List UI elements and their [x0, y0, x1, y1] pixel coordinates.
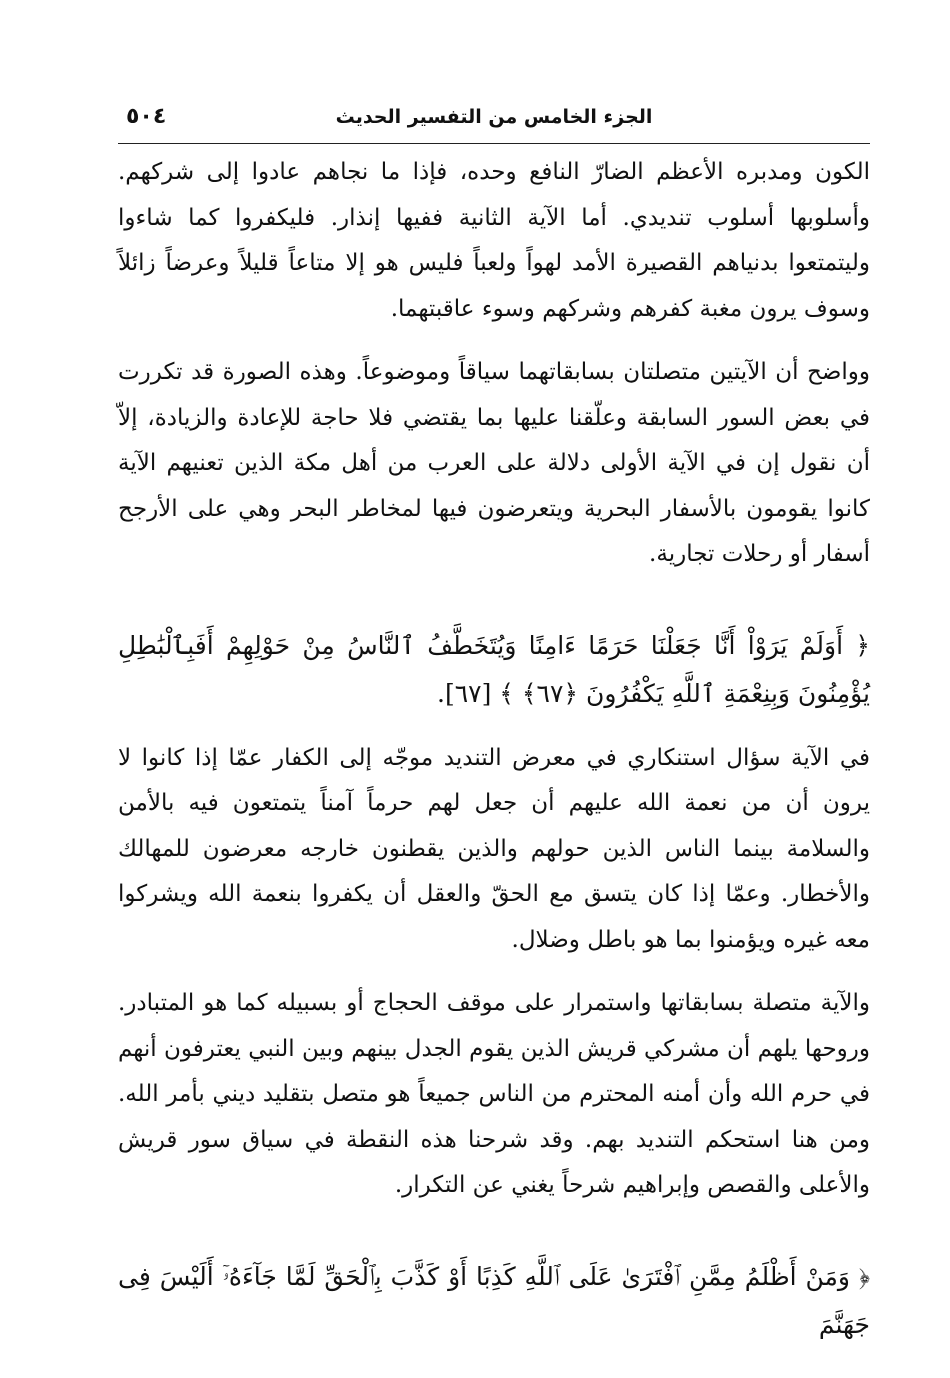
header-title: الجزء الخامس من التفسير الحديث: [335, 106, 653, 128]
quran-verse-67: ﴿ أَوَلَمْ يَرَوْاْ أَنَّا جَعَلْنَا حَرَمًا ءَامِنًا وَيُتَخَطَّفُ ٱلنَّاسُ مِنْ حَوْلِهِمْ أَفَبِٱلْبَٰطِلِ يُؤْمِنُونَ وَبِنِعْمَةِ ٱللَّهِ يَكْفُرُونَ ﴿٦٧﴾ ﴾ [٦٧].: [118, 630, 870, 708]
paragraph-3: في الآية سؤال استنكاري في معرض التنديد موجّه إلى الكفار عمّا إذا كانوا لا يرون أن من نعمة الله عليهم أن جعل لهم حرماً آمناً يتمتعون فيه بالأمن والسلامة بينما الناس الذين حولهم والذين يقطنون خارجه معرضون للمهالك والأخطار. وعمّا إذا كان يتسق مع الحقّ والعقل أن يكفروا بنعمة الله ويشركوا معه غيره ويؤمنوا بما هو باطل وضلال.: [118, 744, 870, 953]
running-header: [118, 100, 870, 144]
header-divider: [118, 143, 870, 144]
paragraph-4: والآية متصلة بسابقاتها واستمرار على موقف الحجاج أو بسبيله كما هو المتبادر. وروحها يلهم أن مشركي قريش الذين يقوم الجدل بينهم وبين النبي يعترفون أنهم في حرم الله وأن أمنه المحترم من الناس جميعاً هو متصل بتقليد ديني بأمر الله. ومن هنا استحكم التنديد بهم. وقد شرحنا هذه النقطة في سياق سور قريش والأعلى والقصص وإبراهيم شرحاً يغني عن التكرار.: [118, 990, 870, 1198]
page-body: [118, 150, 870, 1349]
quran-verse-68: ﴿ وَمَنْ أَظْلَمُ مِمَّنِ ٱفْتَرَىٰ عَلَى ٱللَّهِ كَذِبًا أَوْ كَذَّبَ بِٱلْحَقِّ لَمَّا جَآءَهُۥٓ أَلَيْسَ فِى جَهَنَّمَ: [118, 1261, 870, 1339]
paragraph-1: الكون ومدبره الأعظم الضارّ النافع وحده، فإذا ما نجاهم عادوا إلى شركهم. وأسلوبها أسلوب تنديدي. أما الآية الثانية ففيها إنذار. فليكفروا كما شاءوا وليتمتعوا بدنياهم القصيرة الأمد لهواً ولعباً فليس هو إلا متاعاً قليلاً وعرضاً زائلاً وسوف يرون مغبة كفرهم وشركهم وسوء عاقبتهما.: [118, 159, 870, 322]
paragraph-2: وواضح أن الآيتين متصلتان بسابقاتهما سياقاً وموضوعاً. وهذه الصورة قد تكررت في بعض السور السابقة وعلّقنا عليها بما يقتضي فلا حاجة للإعادة والزيادة، إلاّ أن نقول إن في الآية الأولى دلالة على العرب من أهل مكة الذين تعنيهم الآية كانوا يقومون بالأسفار البحرية ويتعرضون فيها لمخاطر البحر وهي على الأرجح أسفار أو رحلات تجارية.: [118, 359, 870, 567]
page-number: ٥٠٤: [126, 104, 167, 129]
